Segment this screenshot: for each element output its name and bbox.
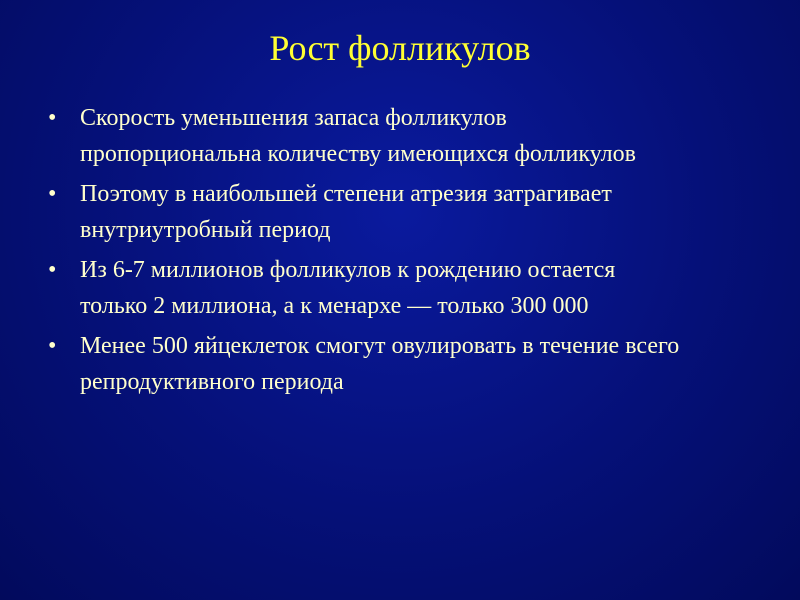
bullet-text: Скорость уменьшения запаса фолликулов пропорциональна количеству имеющихся фолликулов xyxy=(80,105,636,167)
slide-title: Рост фолликулов xyxy=(269,28,531,68)
bullet-item xyxy=(48,252,688,324)
bullet-text: Менее 500 яйцеклеток смогут овулировать в течение всего репродуктивного периода xyxy=(80,333,680,395)
bullet-list xyxy=(48,100,688,404)
bullet-item xyxy=(48,100,688,172)
bullet-item xyxy=(48,176,688,248)
bullet-dot-icon: • xyxy=(48,257,57,283)
bullet-text: Из 6-7 миллионов фолликулов к рождению остается только 2 миллиона, а к менархе — только 300 000 xyxy=(80,257,616,319)
bullet-dot-icon: • xyxy=(48,105,57,131)
bullet-dot-icon: • xyxy=(48,181,57,207)
bullet-item xyxy=(48,328,688,400)
bullet-text: Поэтому в наибольшей степени атрезия затрагивает внутриутробный период xyxy=(80,181,612,243)
bullet-dot-icon: • xyxy=(48,333,57,359)
